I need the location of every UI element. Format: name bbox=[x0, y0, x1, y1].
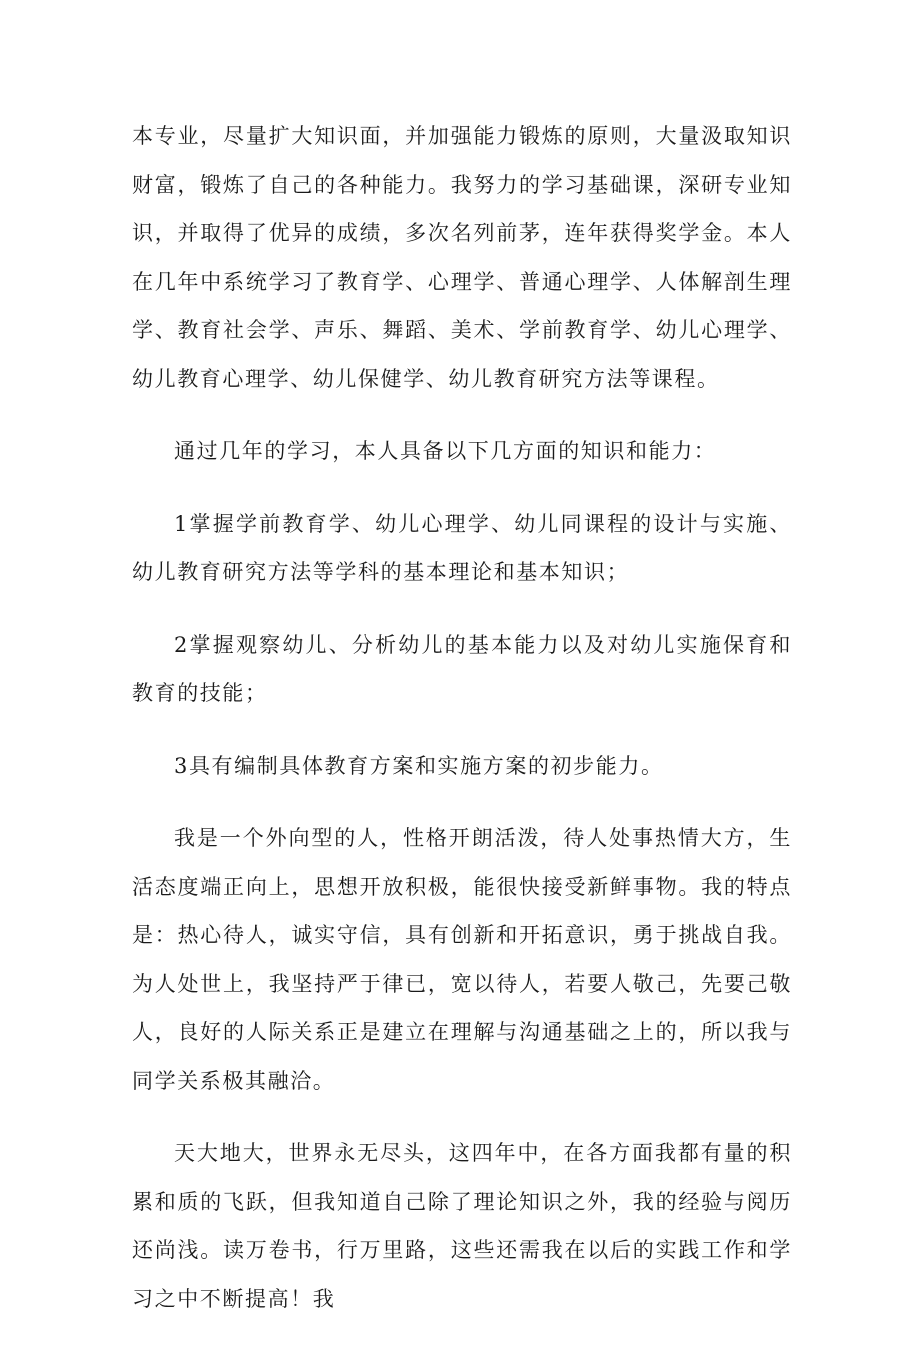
document-body bbox=[132, 112, 792, 1347]
paragraph-education-courses: 本专业，尽量扩大知识面，并加强能力锻炼的原则，大量汲取知识财富，锻炼了自己的各种能力。我努力的学习基础课，深研专业知识，并取得了优异的成绩，多次名列前茅，连年获得奖学金。本人在几年中系统学习了教育学、心理学、普通心理学、人体解剖生理学、教育社会学、声乐、舞蹈、美术、学前教育学、幼儿心理学、幼儿教育心理学、幼儿保健学、幼儿教育研究方法等课程。 bbox=[132, 124, 792, 391]
paragraph-abilities-intro: 通过几年的学习，本人具备以下几方面的知识和能力： bbox=[174, 439, 717, 463]
paragraph-outlook: 天大地大，世界永无尽头，这四年中，在各方面我都有量的积累和质的飞跃，但我知道自己除了理论知识之外，我的经验与阅历还尚浅。读万卷书，行万里路，这些还需我在以后的实践工作和学习之中不断提高！我 bbox=[132, 1141, 792, 1311]
paragraph-ability-3: 3具有编制具体教育方案和实施方案的初步能力。 bbox=[174, 753, 664, 778]
paragraph-ability-1: 1掌握学前教育学、幼儿心理学、幼儿同课程的设计与实施、幼儿教育研究方法等学科的基本理论和基本知识； bbox=[132, 511, 792, 584]
paragraph-personality: 我是一个外向型的人，性格开朗活泼，待人处事热情大方，生活态度端正向上，思想开放积极，能很快接受新鲜事物。我的特点是：热心待人，诚实守信，具有创新和开拓意识，勇于挑战自我。为人处世上，我坚持严于律已，宽以待人，若要人敬己，先要己敬人，良好的人际关系正是建立在理解与沟通基础之上的，所以我与同学关系极其融洽。 bbox=[132, 826, 792, 1093]
paragraph-ability-2: 2掌握观察幼儿、分析幼儿的基本能力以及对幼儿实施保育和教育的技能； bbox=[132, 632, 792, 705]
